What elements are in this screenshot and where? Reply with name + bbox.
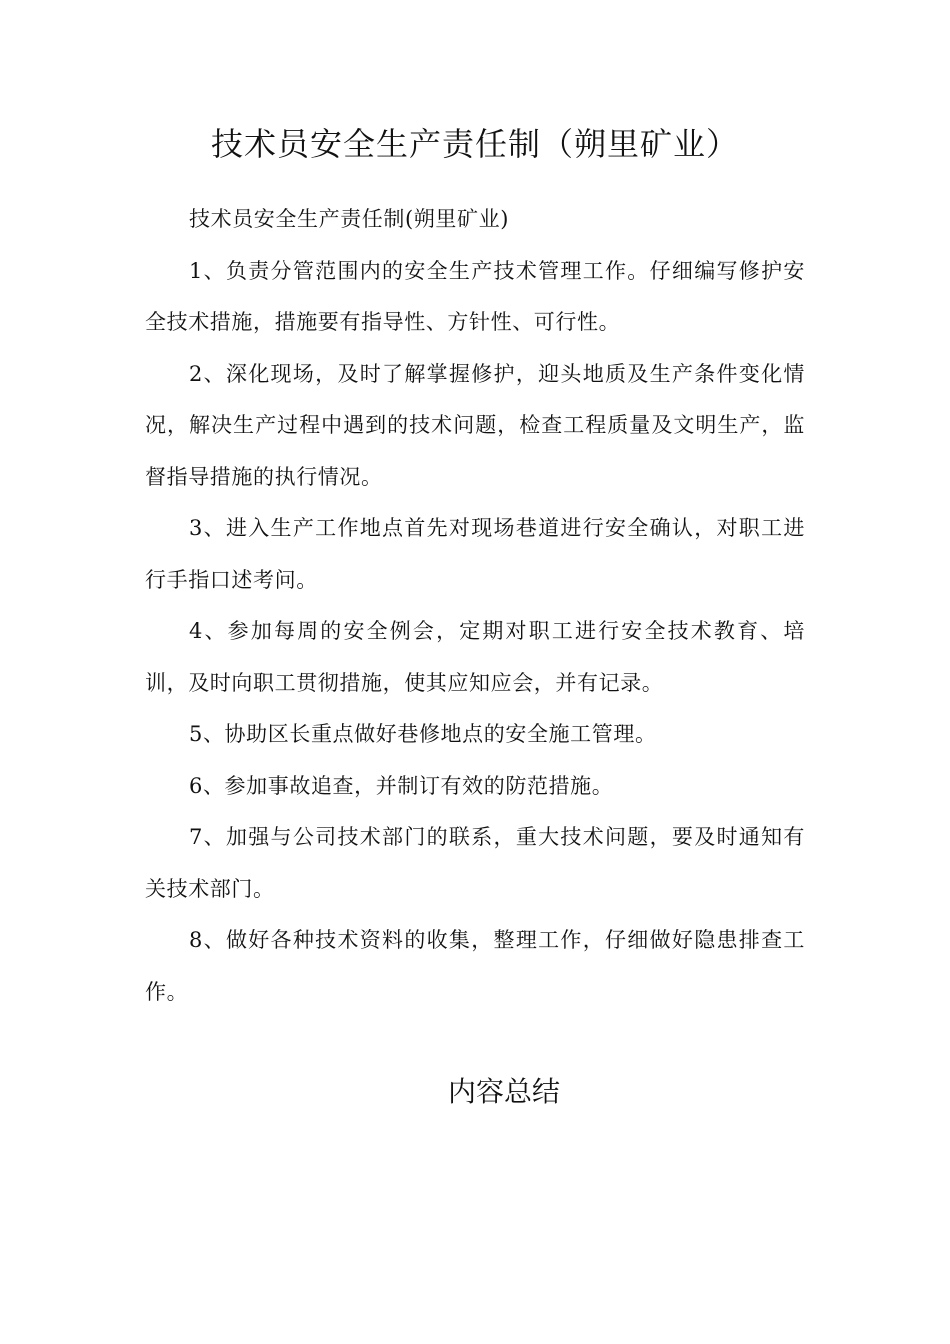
responsibility-item-8: 8、做好各种技术资料的收集，整理工作，仔细做好隐患排查工作。 [145, 928, 805, 1004]
document-title: 技术员安全生产责任制（朔里矿业） [210, 125, 739, 163]
responsibility-item-4: 4、参加每周的安全例会，定期对职工进行安全技术教育、培训，及时向职工贯彻措施，使其应知应会，并有记录。 [145, 619, 805, 695]
responsibility-item-1: 1、负责分管范围内的安全生产技术管理工作。仔细编写修护安全技术措施，措施要有指导性、方针性、可行性。 [145, 258, 805, 334]
document-subtitle: 技术员安全生产责任制(朔里矿业) [189, 207, 509, 231]
responsibility-item-7: 7、加强与公司技术部门的联系，重大技术问题，要及时通知有关技术部门。 [145, 825, 805, 901]
responsibility-item-6: 6、参加事故追查，并制订有效的防范措施。 [189, 773, 614, 798]
responsibility-item-2: 2、深化现场，及时了解掌握修护，迎头地质及生产条件变化情况，解决生产过程中遇到的技术问题，检查工程质量及文明生产，监督指导措施的执行情况。 [145, 361, 805, 489]
summary-heading: 内容总结 [447, 1075, 560, 1108]
document-body [145, 194, 805, 1018]
responsibility-item-3: 3、进入生产工作地点首先对现场巷道进行安全确认，对职工进行手指口述考问。 [145, 516, 805, 592]
responsibility-item-5: 5、协助区长重点做好巷修地点的安全施工管理。 [189, 722, 657, 746]
